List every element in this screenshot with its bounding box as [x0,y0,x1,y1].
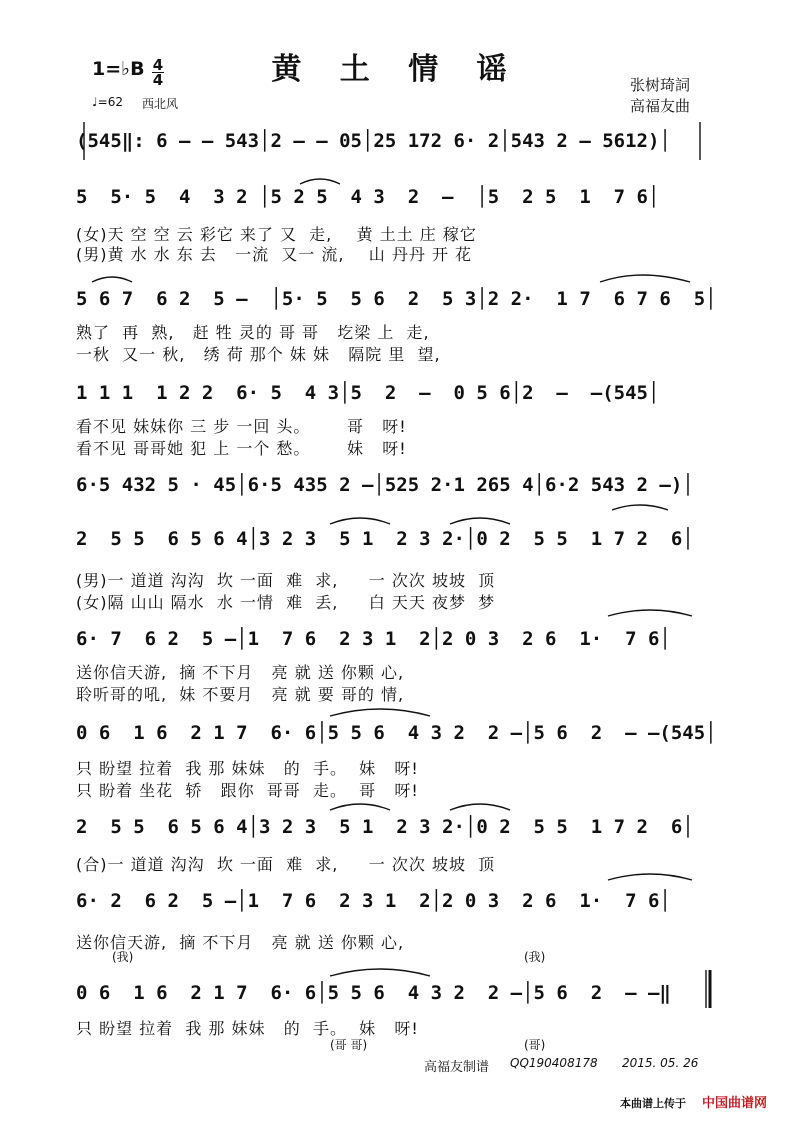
meter-top: 4 [152,56,164,74]
arrangement-date: 2015. 05. 26 [622,1056,699,1070]
lyric-line: 只 盼望 拉着 我 那 妹妹 的 手。 妹 呀! [76,1019,419,1038]
notation-line: 6·5 432 5 · 45│6·5 435 2 –│525 2·1 265 4│6·2 543 2 –)│ [76,474,694,496]
lyric-line: 聆听哥的吼, 妹 不要月 亮 就 要 哥的 情, [76,685,405,704]
lyric-annotation: (我) [524,950,546,964]
arranger-qq: QQ190408178 [510,1056,598,1070]
notation-line: 6· 2 6 2 5 –│1 7 6 2 3 1 2│2 0 3 2 6 1· 7 6│ [76,890,671,912]
upload-note: 本曲谱上传于 [620,1097,686,1110]
lyric-line: 送你信天游, 摘 不下月 亮 就 送 你颗 心, [76,933,405,952]
notation-line: 6· 7 6 2 5 –│1 7 6 2 3 1 2│2 0 3 2 6 1· 7 6│ [76,628,671,650]
lyric-line: (男)黄 水 水 东 去 一流 又一 流, 山 丹丹 开 花 [76,245,473,264]
lyric-line: (合)一 道道 沟沟 坎 一面 难 求, 一 次次 坡坡 顶 [76,855,496,874]
lyric-line: (女)天 空 空 云 彩它 来了 又 走, 黄 土土 庄 稼它 [76,225,477,244]
lyric-line: 一秋 又一 秋, 绣 荷 那个 妹 妹 隔院 里 望, [76,345,441,364]
arranger-credit: 高福友制谱 [424,1060,490,1075]
lyric-line: 送你信天游, 摘 不下月 亮 就 送 你颗 心, [76,663,405,682]
lyric-line: 熟了 再 熟, 赶 牲 灵的 哥 哥 圪梁 上 走, [76,323,430,342]
lyric-line: (男)一 道道 沟沟 坎 一面 难 求, 一 次次 坡坡 顶 [76,571,496,590]
lyric-line: 只 盼望 拉着 我 那 妹妹 的 手。 妹 呀! [76,759,419,778]
notation-line: 5 6 7 6 2 5 – │5· 5 5 6 2 5 3│2 2· 1 7 6 7 6 5│ [76,288,717,310]
lyric-annotation: (我) [112,950,134,964]
composer-credit: 高福友曲 [630,97,691,115]
notation-line: 5 5· 5 4 3 2 │5 2 5 4 3 2 – │5 2 5 1 7 6│ [76,186,660,208]
notation-line: 2 5 5 6 5 6 4│3 2 3 5 1 2 3 2·│0 2 5 5 1 7 2 6│ [76,528,694,550]
key-signature: 1=♭B [92,58,145,80]
song-title: 黄 土 情 谣 [271,52,521,87]
notation-line: 1 1 1 1 2 2 6· 5 4 3│5 2 – 0 5 6│2 – –(545│ [76,382,660,404]
lyricist-credit: 张树琦詞 [630,76,691,94]
notation-line: 0 6 1 6 2 1 7 6· 6│5 5 6 4 3 2 2 –│5 6 2 – –(545│ [76,722,717,744]
lyric-line: 看不见 哥哥她 犯 上 一个 愁。 妹 呀! [76,439,407,458]
site-logo: 中国曲谱网 [702,1096,768,1111]
lyric-line: (女)隔 山山 隔水 水 一情 难 丢, 白 天天 夜梦 梦 [76,593,496,612]
lyric-line: 只 盼着 坐花 轿 跟你 哥哥 走。 哥 呀! [76,781,419,800]
lyric-line: 看不见 妹妹你 三 步 一回 头。 哥 呀! [76,417,407,436]
lyric-annotation: (哥 哥) [330,1038,368,1052]
notation-line: 0 6 1 6 2 1 7 6· 6│5 5 6 4 3 2 2 –│5 6 2 – –‖ [76,982,671,1004]
lyric-annotation: (哥) [524,1038,546,1052]
style-marking: 西北风 [142,97,179,111]
tempo-marking: ♩=62 [92,95,123,109]
meter-bottom: 4 [152,71,164,89]
notation-line: 2 5 5 6 5 6 4│3 2 3 5 1 2 3 2·│0 2 5 5 1 7 2 6│ [76,816,694,838]
notation-line: (545‖: 6 – – 543│2 – – 05│25 172 6· 2│543 2 – 5612)│ [76,130,671,152]
